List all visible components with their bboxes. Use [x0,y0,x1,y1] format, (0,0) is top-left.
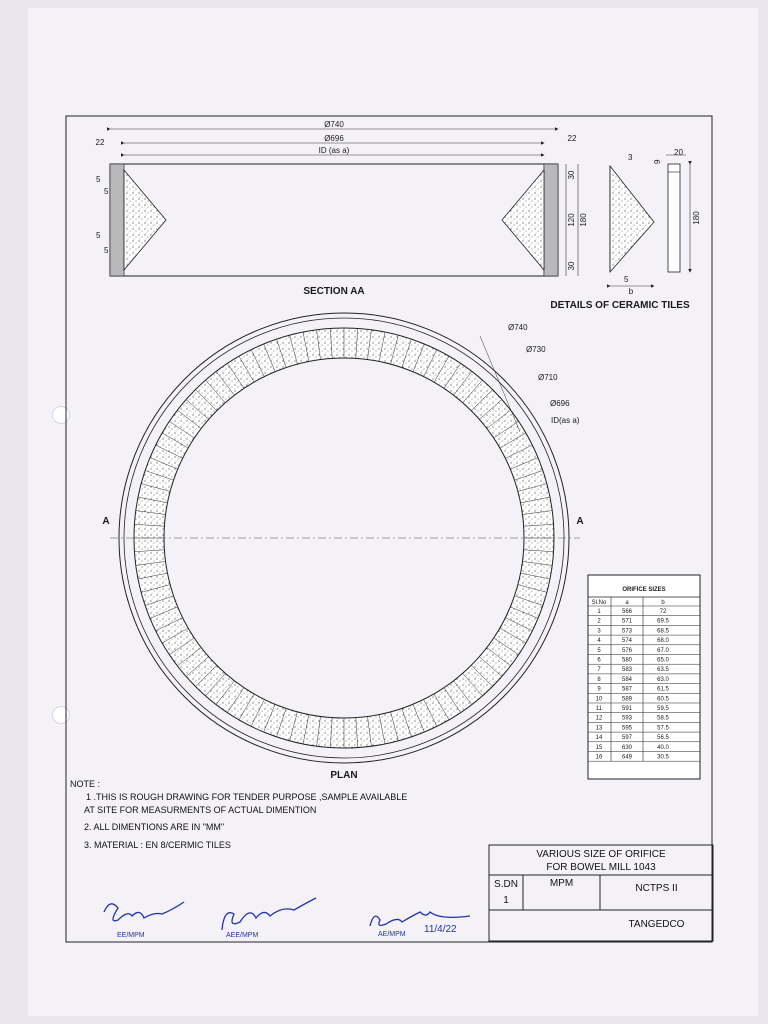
section-title: SECTION AA [303,286,365,297]
orifice-cell: 630 [621,744,633,751]
orifice-cell: 60.5 [657,696,669,703]
orifice-col-b: b [661,600,665,606]
orifice-cell: 14 [595,735,603,742]
section-dim-outer: Ø740 [324,120,344,129]
plan-dim-id: ID(as a) [551,416,580,425]
note-1-continued: AT SITE FOR MEASURMENTS OF ACTUAL DIMENTION [84,805,317,815]
tile-dim-9: 9 [653,159,662,164]
orifice-cell: 68.0 [657,638,669,645]
orifice-sizes-table [588,575,700,779]
signature-1 [104,902,184,921]
sdn-value: 1 [503,894,509,906]
orifice-cell: 57.5 [657,725,669,732]
orifice-cell: 8 [597,676,601,683]
plan-title: PLAN [330,770,358,781]
orifice-cell: 7 [597,667,601,674]
signature-3-date: 11/4/22 [424,924,457,935]
plant-nctps: NCTPS II [635,882,678,894]
tile-dim-20: 20 [674,148,683,157]
section-dim-120: 120 [567,213,576,227]
tile-profile [610,166,654,272]
note-2: 2. ALL DIMENTIONS ARE IN "MM" [84,822,225,832]
section-dim-22-right: 22 [567,134,577,143]
orifice-cell: 571 [621,618,633,625]
orifice-cell: 595 [621,725,633,732]
plan-dim-696: Ø696 [550,399,570,408]
drawing-title-line2: FOR BOWEL MILL 1043 [546,861,656,873]
signature-2-role: AEE/MPM [226,932,259,939]
orifice-cell: 2 [597,618,601,625]
orifice-cell: 58.5 [657,715,669,722]
note-1: 1 .THIS IS ROUGH DRAWING FOR TENDER PURPOSE ,SAMPLE AVAILABLE [86,792,408,802]
orifice-cell: 11 [595,706,603,712]
orifice-cell: 587 [621,686,633,693]
drawing-notes [70,778,407,852]
signature-3-role: AE/MPM [378,931,406,938]
tile-dim-3: 3 [628,153,633,162]
orifice-cell: 574 [621,638,633,645]
title-block [489,845,713,941]
orifice-cell: 67.0 [657,647,669,654]
section-marker-left: A [102,516,110,527]
orifice-cell: 63.0 [657,676,669,683]
plan-dim-710: Ø710 [538,373,558,382]
dept-mpm: MPM [549,877,574,889]
orifice-cell: 591 [621,706,633,712]
orifice-cell: 584 [621,676,633,683]
orifice-cell: 6 [597,657,601,664]
orifice-cell: 576 [621,647,633,654]
section-tile-left [124,170,166,270]
orifice-cell: 573 [621,628,633,635]
orifice-cell: 593 [621,715,633,722]
tile-dim-b: b [628,287,634,296]
tile-dim-5: 5 [624,275,629,284]
orifice-col-slno: Sl.No [591,600,607,606]
drawing-title-line1: VARIOUS SIZE OF ORIFICE [536,848,666,860]
orifice-cell: 69.5 [657,618,669,625]
orifice-cell: 580 [621,657,633,664]
section-aa [96,120,588,297]
orifice-cell: 583 [621,667,633,674]
signature-2 [222,898,316,930]
section-dim-id: ID (as a) [318,146,350,155]
orifice-cell: 10 [595,696,603,703]
orifice-cell: 9 [597,686,601,693]
orifice-cell: 56.5 [657,735,669,742]
orifice-cell: 649 [621,754,633,761]
orifice-cell: 16 [595,754,603,761]
plan-view [102,313,583,781]
orifice-col-a: a [625,600,629,606]
orifice-cell: 3 [597,628,601,635]
section-dim-30-bottom: 30 [567,261,576,271]
tile-side-view [668,164,680,272]
orifice-cell: 59.5 [657,706,669,712]
orifice-cell: 61.5 [657,686,669,693]
section-dim-inner: Ø696 [324,134,344,143]
orifice-table-title: ORIFICE SIZES [622,587,666,593]
orifice-cell: 63.5 [657,667,669,674]
section-dim-5c: 5 [96,231,101,240]
sdn-label: S.DN [494,878,518,890]
orifice-cell: 1 [597,609,601,615]
orifice-cell: 5 [597,647,601,654]
orifice-cell: 30.5 [657,754,669,761]
orifice-cell: 589 [621,696,633,703]
signature-1-role: EE/MPM [117,932,145,939]
section-dim-30-top: 30 [567,170,576,180]
orifice-cell: 4 [597,638,601,645]
section-marker-right: A [576,516,584,527]
note-3: 3. MATERIAL : EN 8/CERMIC TILES [84,840,231,850]
orifice-cell: 65.0 [657,657,669,664]
orifice-cell: 566 [621,609,633,615]
orifice-cell: 15 [595,744,603,751]
section-dim-180: 180 [579,213,588,227]
plan-dim-740: Ø740 [508,323,528,332]
section-dim-5b: 5 [104,187,109,196]
section-dim-5d: 5 [104,246,109,255]
orifice-cell: 12 [595,715,603,722]
notes-heading: NOTE : [70,779,101,789]
orifice-cell: 72 [659,609,667,615]
orifice-cell: 13 [595,725,603,732]
section-dim-5a: 5 [96,175,101,184]
orifice-cell: 597 [621,735,633,742]
section-dim-22-left: 22 [95,138,105,147]
tile-details-title: DETAILS OF CERAMIC TILES [550,300,690,311]
section-tile-right [502,170,544,270]
orifice-cell: 40.0 [657,744,669,751]
orifice-cell: 68.5 [657,628,669,635]
org-tangedco: TANGEDCO [628,918,685,930]
plan-dim-730: Ø730 [526,345,546,354]
tile-dim-180: 180 [692,211,701,225]
